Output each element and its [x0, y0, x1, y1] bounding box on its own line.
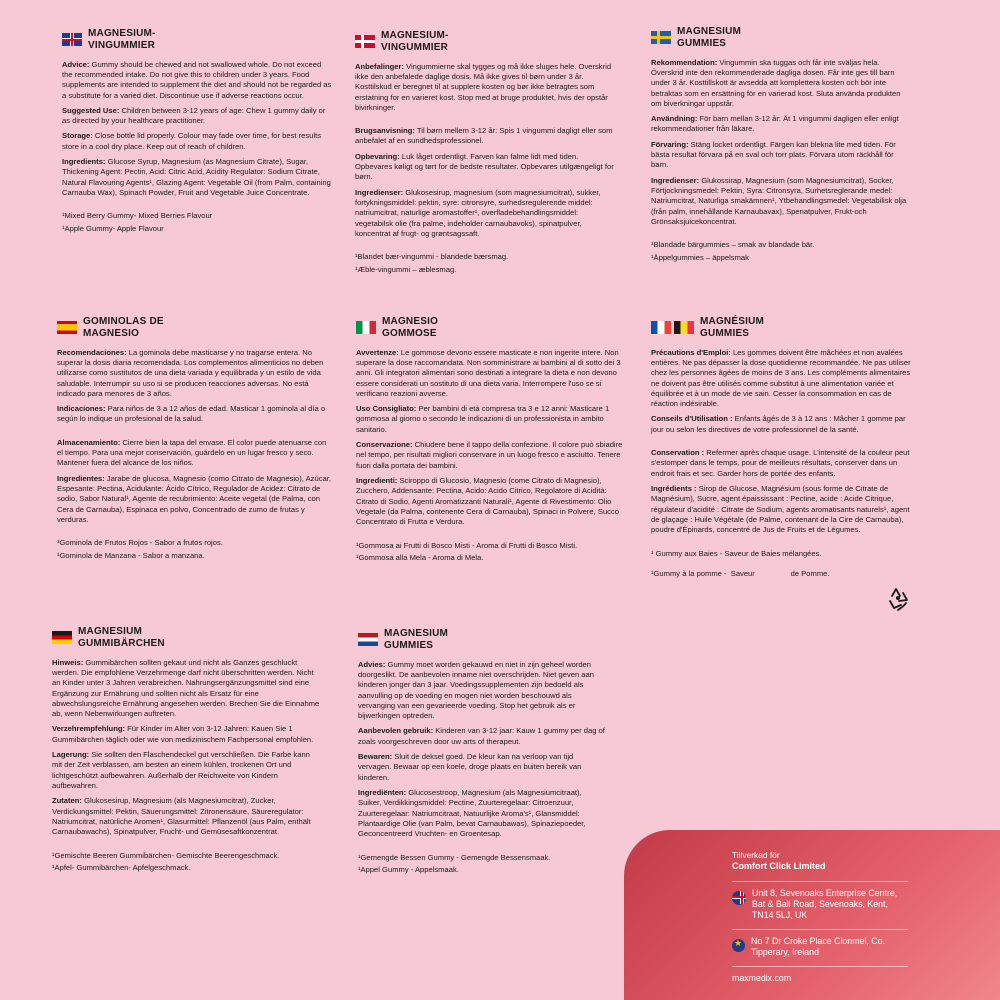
footnote: ¹Gommosa ai Frutti di Bosco Misti - Aroma di Frutti di Bosco Misti.: [356, 540, 578, 550]
netherlands-flag-icon: [358, 633, 378, 646]
ingredients-paragraph: Ingredienser: Glukosesirup, magnesium (som magnesiumcitrat), sukker, fortykningsmiddel: pektin, syre: citronsyre, surhedsregulerende middel: natriumcitrat, naturlige aromastoffer¹, overfladebehandlingsmiddel: vegetabilsk olie (fra palme, indeholder carnaubavoks), spinatpulver, koncentrat af frugt- og grøntsagssaft.: [355, 187, 601, 238]
advice-paragraph: Hinweis: Gummibärchen sollten gekaut und nicht als Ganzes geschluckt werden. Die empfohlene Verzehrmenge darf nicht überschritten werden. Nicht an Kinder unter 3 Jahren verabreichen. Nahrungsergänzungsmittel sind eine Ergänzung zur Ernährung und sollten nicht als Ersatz für eine abwechslungsreiche Ernährung angesehen werden. Brechen Sie die Einnahme ab, wenn Nebenwirkungen auftreten.: [52, 657, 320, 719]
uk-address-row: [732, 881, 908, 921]
footnote: ¹Apple Gummy- Apple Flavour: [62, 223, 164, 233]
denmark-flag-icon: [355, 35, 375, 48]
sweden-flag-icon: [651, 31, 671, 44]
section-title: MAGNÉSIUM GUMMIES: [700, 316, 765, 339]
france-flag-icon: [651, 321, 671, 334]
ingredients-paragraph: Ingredienser: Glukossirap, Magnesium (som Magnesiumcitrat), Socker, Förtjockningsmedel: Pektin, Syra: Citronsyra, Surhetsreglerande medel: Natriumcitrat, Naturliga smakämnen¹, Ytbehandlingsmedel: Vegetabilisk olja (från palm, innehållande Karnaubavax), Spenatpulver, Frukt-och Grönsaksjuicekoncentrat.: [651, 175, 907, 226]
storage-paragraph: Almacenamiento: Cierre bien la tapa del envase. El color puede atenuarse con el tiempo. Para una mejor conservación, guárdelo en un lugar fresco y seco. Mantener fuera del alcance de los niños.: [57, 437, 327, 468]
eu-address-row: [732, 929, 908, 958]
footnote: ¹Appel Gummy - Appelsmaak.: [358, 864, 459, 874]
section-title: MAGNESIO GOMMOSE: [382, 316, 439, 339]
section-se: [651, 26, 913, 265]
section-title: MAGNESIUM GUMMIBÄRCHEN: [78, 626, 165, 649]
ingredients-paragraph: Ingrédients : Sirop de Glucose, Magnésium (sous forme de Citrate de Magnésium), Sucre, agent épaississant : Pectine, acide : Acide Citrique, régulateur d'acidité : Citrate de Sodium, agents aromatisants naturels¹, agent de glaçage : Huile Végétale (de Palme, contenant de la Cire de Carnauba), poudre d'Épinards, concentré de Jus de Fruits et de Légumes.: [651, 484, 910, 535]
advice-paragraph: Recomendaciones: La gominola debe masticarse y no tragarse entera. No superar la dosis diaria recomendada. Los complementos alimenticios no deben utilizarse como sustitutos de una dieta variada y equilibrada y un estilo de vida saludable. Interrumpir su uso si se producen reacciones adversas. No está indicado para menores de 3 años.: [57, 347, 324, 398]
italy-flag-icon: [356, 321, 376, 334]
section-title: MAGNESIUM- VINGUMMIER: [381, 30, 449, 53]
uk-flag-icon: [732, 891, 746, 905]
section-header: [355, 30, 617, 54]
section-header: [358, 628, 606, 652]
section-header: [651, 26, 913, 50]
section-header: [356, 316, 626, 340]
footnote: ¹Äppelgummies – äppelsmak: [651, 252, 749, 262]
ingredients-paragraph: Ingredientes: Jarabe de glucosa, Magnesio (como Citrato de Magnesio), Azúcar, Espesante: Pectina, Acidulante: Ácido Cítrico, Regulador de Acidez: Citrato de sodio, Sabor Natural¹, Agente de recubrimiento: Aceite vegetal (de Palma, con Cera de Carnauba), Espinaca en polvo, Concentrado de zumo de frutas y verduras.: [57, 473, 331, 524]
footnote: ¹Gummy à la pomme - Saveur de Pomme.: [651, 568, 830, 578]
advice-paragraph: Avvertenze: Le gommose devono essere masticate e non ingerite intere. Non superare la dose raccomandata. Non somministrare ai bambini al di sotto dei 3 anni. Gli integratori alimentari sono destinati a integrare la dieta e non devono essere considerati un sostituto di una dieta varia. Interrompere l'uso se si verificano reazioni avverse.: [356, 347, 621, 398]
uk-flag-icon: [62, 33, 82, 46]
eu-flag-icon: [732, 939, 745, 952]
footnote: ¹Gominola de Manzana - Sabor a manzana.: [57, 550, 205, 560]
storage-paragraph: Lagerung: Sie sollten den Flaschendeckel gut verschließen. Die Farbe kann mit der Zeit verblassen, am besten an einem kühlen, trockenen Ort und lichtgeschützt aufbewahren. Außerhalb der Reichweite von Kindern aufbewahren.: [52, 750, 310, 791]
advice-paragraph: Précautions d'Emploi: Les gommes doivent être mâchées et non avalées entières. Ne pas dépasser la dose quotidienne recommandée. Ne pas utiliser chez les personnes âgées de moins de 3 ans. Les compléments alimentaires ne doivent pas être utilisés comme substitut à une alimentation variée et équilibrée et à un mode de vie sain. Cesser la consommation en cas de réaction indésirable.: [651, 347, 911, 409]
section-de: [52, 626, 322, 875]
section-title: MAGNESIUM- VINGUMMIER: [88, 28, 156, 51]
footnote: ¹Æble-vingummi – æblesmag.: [355, 264, 457, 274]
ingredients-paragraph: Ingredients: Glucose Syrup, Magnesium (as Magnesium Citrate), Sugar, Thickening Agent: Pectin, Acid: Citric Acid, Acidity Regulator: Sodium Citrate, Natural Flavouring Agents¹, Glazing Agent: Vegetable Oil (from Palm, containing Carnauba Wax), Spinach Powder, Fruit and Vegetable Juice Concentrate.: [62, 157, 331, 198]
uk-address: Unit 8, Sevenoaks Enterprise Centre, Bat & Ball Road, Sevenoaks, Kent, TN14 5LJ, UK: [752, 887, 898, 920]
storage-paragraph: Förvaring: Stäng locket ordentligt. Färgen kan blekna lite med tiden. För bästa resultat förvara på en sval och torr plats. Förvara utom räckhåll för barn.: [651, 139, 896, 170]
advice-paragraph: Rekommendation: Vingummin ska tuggas och får inte sväljas hela. Överskrid inte den rekommenderade dagliga dosen. Får inte ges till barn under 3 år. Kosttillskott är avsedda att komplettera kosten och bör inte betraktas som en ersättning för en varierad kost. Sluta använda produkten om biverkningar uppstår.: [651, 57, 901, 108]
footnote: ¹Gommosa alla Mela - Aroma di Mela.: [356, 552, 484, 562]
website-link[interactable]: maxmedix.com: [732, 966, 908, 984]
use-paragraph: Uso Consigliato: Per bambini di età compresa tra 3 e 12 anni: Masticare 1 gommosa al giorno o secondo le indicazioni di un professionista in ambito sanitario.: [356, 404, 610, 434]
section-title: MAGNESIUM GUMMIES: [677, 26, 742, 49]
ingredients-paragraph: Ingrediënten: Glucosestroop, Magnesium (als Magnesiumcitraat), Suiker, Verdikkingsmiddel: Pectine, Zuurteregelaar: Citroenzuur, Zuurteregelaar: Natriumcitraat, Natuurlijke Aroma's¹, Glansmiddel: Plantaardige Olie (van Palm, bevat Carnaubawas), Spinaziepoeder, Geconcentreerd Vruchten- en Groentesap.: [358, 788, 586, 839]
section-uk: [62, 28, 332, 236]
made-for-label: Tillverkad för: [732, 850, 780, 860]
storage-paragraph: Conservation : Refermer après chaque usage. L'intensité de la couleur peut s'estomper dans le temps, pour de meilleurs résultats, conserver dans un endroit frais et sec. Garder hors de portée des enfants.: [651, 448, 910, 478]
section-header: [52, 626, 322, 650]
ingredients-paragraph: Ingredienti: Sciroppo di Glucosio, Magnesio (come Citrato di Magnesio), Zucchero, Addensante: Pectina, Acido: Acido Citrico, Regolatore di Acidità: Citrato di Sodio, Agenti Aromatizzanti Naturali¹, Agente di Rivestimento: Olio Vegetale (da Palma, contenente Cera di Carnauba), Spinaci in Polvere, Succo Concentrato di Frutta e Verdura.: [356, 476, 619, 527]
footnote: ¹Blandet bær-vingummi - blandede bærsmag.: [355, 252, 509, 262]
use-paragraph: Conseils d'Utilisation : Enfants âgés de 3 à 12 ans : Mâcher 1 gomme par jour ou selon les directives de votre professionnel de la santé.: [651, 414, 906, 434]
section-header: [57, 316, 331, 340]
section-dk: [355, 30, 617, 277]
section-es: [57, 316, 331, 563]
storage-paragraph: Storage: Close bottle lid properly. Colour may fade over time, for best results store in a cool dry place. Keep out of reach of children.: [62, 131, 322, 151]
section-nl: [358, 628, 606, 877]
footnote: ¹ Gummy aux Baies - Saveur de Baies mélangées.: [651, 548, 822, 558]
advice-paragraph: Advice: Gummy should be chewed and not swallowed whole. Do not exceed the recommended intake. Do not give this to children under 3 years. Food supplements are intended to supplement the diet and should not be regarded as a substitute for a varied diet. Discontinue use if adverse reactions occur.: [62, 59, 332, 100]
section-title: GOMINOLAS DE MAGNESIO: [83, 316, 164, 339]
use-paragraph: Indicaciones: Para niños de 3 a 12 años de edad. Masticar 1 gominola al día o según lo indique un profesional de la salud.: [57, 404, 326, 424]
spain-flag-icon: [57, 321, 77, 334]
storage-paragraph: Bewaren: Sluit de deksel goed. De kleur kan na verloop van tijd vervagen. Bewaar op een koele, droge plaats en buiten bereik van kinderen.: [358, 752, 582, 782]
manufacturer-panel: [624, 830, 1000, 1000]
section-title: MAGNESIUM GUMMIES: [384, 628, 449, 651]
use-paragraph: Användning: För barn mellan 3-12 år: Ät 1 vingummi dagligen eller enligt rekommendationer från läkare.: [651, 114, 899, 134]
storage-paragraph: Opbevaring: Luk låget ordentligt. Farven kan falme lidt med tiden. Opbevares køligt og tørt for de bedste resultater. Opbevares utilgængeligt for børn.: [355, 151, 614, 182]
footnote: ¹Gemischte Beeren Gummibärchen- Gemischte Beerengeschmack.: [52, 850, 280, 860]
ingredients-paragraph: Zutaten: Glukosesirup, Magnesium (als Magnesiumcitrat), Zucker, Verdickungsmittel: Pektin, Säuerungsmittel: Zitronensäure, Säureregulator: Natriumcitrat, natürliche Aromen¹, Glasurmittel: Pflanzenöl (aus Palm, enthält Carnaubawachs), Spinatpulver, Frucht- und Gemüsesaftkonzentrat.: [52, 796, 311, 837]
advice-paragraph: Anbefalinger: Vingummierne skal tygges og må ikke sluges hele. Overskrid ikke den anbefalede daglige dosis. Må ikke gives til børn under 3 år. Kosttilskud er beregnet til at supplere kosten og bør ikke betragtes som erstatning for en varieret kost. Stop med at bruge produktet, hvis der opstår bivirkninger.: [355, 61, 612, 112]
section-fr: [651, 316, 919, 581]
use-paragraph: Aanbevolen gebruik: Kinderen van 3-12 jaar: Kauw 1 gummy per dag of zoals voorgeschreven door uw arts of therapeut.: [358, 726, 605, 746]
belgium-flag-icon: [674, 321, 694, 334]
section-it: [356, 316, 626, 565]
footnote: ¹Apfel- Gummibärchen- Apfelgeschmack.: [52, 862, 191, 872]
footnote: ¹Gemengde Bessen Gummy - Gemengde Bessensmaak.: [358, 852, 551, 862]
advice-paragraph: Advies: Gummy moet worden gekauwd en niet in zijn geheel worden doorgeslikt. De aanbevolen inname niet overschrijden. Niet geven aan kinderen jonger dan 3 jaar. Voedingssupplementen zijn bedoeld als aanvulling op de voeding en mogen niet worden beschouwd als vervanging van een gevarieerde voeding. Stop het gebruik als er bijwerkingen optreden.: [358, 659, 594, 721]
footnote: ¹Mixed Berry Gummy- Mixed Berries Flavour: [62, 211, 213, 221]
eu-address: No 7 Dr Croke Place Clonmel, Co. Tipperary, Ireland: [751, 935, 885, 957]
section-header: [651, 316, 919, 340]
use-paragraph: Suggested Use: Children between 3-12 years of age: Chew 1 gummy daily or as directed by your healthcare practitioner.: [62, 105, 326, 126]
germany-flag-icon: [52, 631, 72, 644]
use-paragraph: Brugsanvisning: Til børn mellem 3-12 år: Spis 1 vingummi dagligt eller som anbefalet af en sundhedsprofessionel.: [355, 126, 613, 146]
recycle-icon: [884, 584, 914, 614]
storage-paragraph: Conservazione: Chiudere bene il tappo della confezione. Il colore può sbiadire nel tempo, per risultati migliori conservare in un luogo fresco e asciutto. Tenere fuori dalla portata dei bambini.: [356, 440, 623, 470]
manufacturer-info: [732, 850, 908, 984]
footnote: ¹Blandade bärgummies – smak av blandade bär.: [651, 240, 815, 250]
use-paragraph: Verzehrempfehlung: Für Kinder im Alter von 3-12 Jahren: Kauen Sie 1 Gummibärchen täglich oder wie von medizinischem Fachpersonal empfohlen.: [52, 724, 314, 744]
company-name: Comfort Click Limited: [732, 860, 826, 871]
section-header: [62, 28, 332, 52]
footnote: ¹Gominola de Frutos Rojos - Sabor a frutos rojos.: [57, 538, 223, 548]
